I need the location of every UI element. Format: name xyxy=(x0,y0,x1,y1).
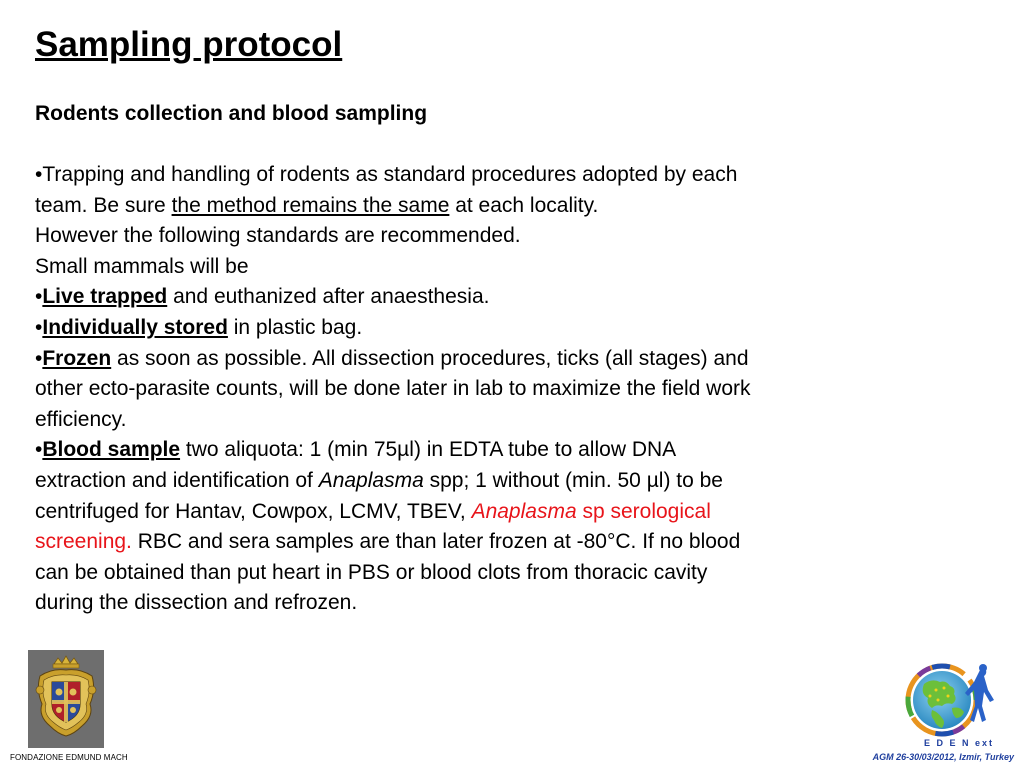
bullet-blood-sample xyxy=(35,435,935,466)
italic-genus: Anaplasma xyxy=(318,468,424,492)
line-however: However the following standards are recommended. xyxy=(35,224,521,248)
edenext-wordmark: E D E N ext xyxy=(924,738,995,748)
slide-subtitle: Rodents collection and blood sampling xyxy=(35,102,428,125)
term: Individually stored xyxy=(42,315,228,339)
slide-body xyxy=(35,160,935,619)
bullet-individually-stored xyxy=(35,313,935,344)
bullet: • xyxy=(35,163,43,186)
red-italic-genus: Anaplasma xyxy=(471,499,577,523)
footer-meeting-label: AGM 26-30/03/2012, Izmir, Turkey xyxy=(872,752,1014,762)
text: in plastic bag. xyxy=(227,315,363,339)
bullet: • xyxy=(35,438,43,462)
text: RBC and sera samples are than later frozen at -80°C. If no blood xyxy=(131,530,741,554)
bullet-frozen-line2: other ecto-parasite counts, will be done later in lab to maximize the field work xyxy=(35,377,751,401)
text: Trapping and handling of rodents as standard procedures adopted by each xyxy=(42,163,738,186)
term: Live trapped xyxy=(42,285,168,309)
bullet-live-trapped xyxy=(35,282,935,313)
edenext-logo xyxy=(902,660,1002,752)
bullet-frozen-line3: efficiency. xyxy=(35,407,127,431)
slide-title: Sampling protocol xyxy=(35,25,343,64)
paragraph-trapping xyxy=(35,160,935,191)
underlined-text: the method remains the same xyxy=(171,193,450,217)
text: extraction and identification of xyxy=(35,468,319,492)
bullet: • xyxy=(35,285,43,309)
bullet-blood-sample-line3 xyxy=(35,497,935,528)
text: at each locality. xyxy=(449,193,599,217)
bullet-blood-sample-line6: during the dissection and refrozen. xyxy=(35,591,358,615)
bullet: • xyxy=(35,315,43,339)
red-text: screening. xyxy=(35,530,132,554)
bullet-frozen xyxy=(35,344,935,375)
term: Blood sample xyxy=(42,438,181,462)
bullet-blood-sample-line2 xyxy=(35,466,935,497)
term: Frozen xyxy=(42,346,112,370)
paragraph-trapping-line2 xyxy=(35,191,935,222)
fondazione-crest-logo xyxy=(28,650,104,748)
text: as soon as possible. All dissection procedures, ticks (all stages) and xyxy=(111,346,749,370)
text: two aliquota: 1 (min 75µl) in EDTA tube to allow DNA xyxy=(180,438,677,462)
text: spp; 1 without (min. 50 µl) to be xyxy=(423,468,723,492)
red-text: sp serological xyxy=(576,499,711,523)
text: and euthanized after anaesthesia. xyxy=(167,285,490,309)
text: centrifuged for Hantav, Cowpox, LCMV, TBEV, xyxy=(35,499,472,523)
bullet-blood-sample-line5: can be obtained than put heart in PBS or blood clots from thoracic cavity xyxy=(35,560,708,584)
text: team. Be sure xyxy=(35,193,172,217)
footer-institution-label: FONDAZIONE EDMUND MACH xyxy=(10,753,128,762)
crest-icon xyxy=(28,650,104,748)
line-small-mammals: Small mammals will be xyxy=(35,254,249,278)
edenext-globe-icon xyxy=(902,660,1002,752)
bullet-blood-sample-line4 xyxy=(35,527,935,558)
bullet: • xyxy=(35,346,43,370)
